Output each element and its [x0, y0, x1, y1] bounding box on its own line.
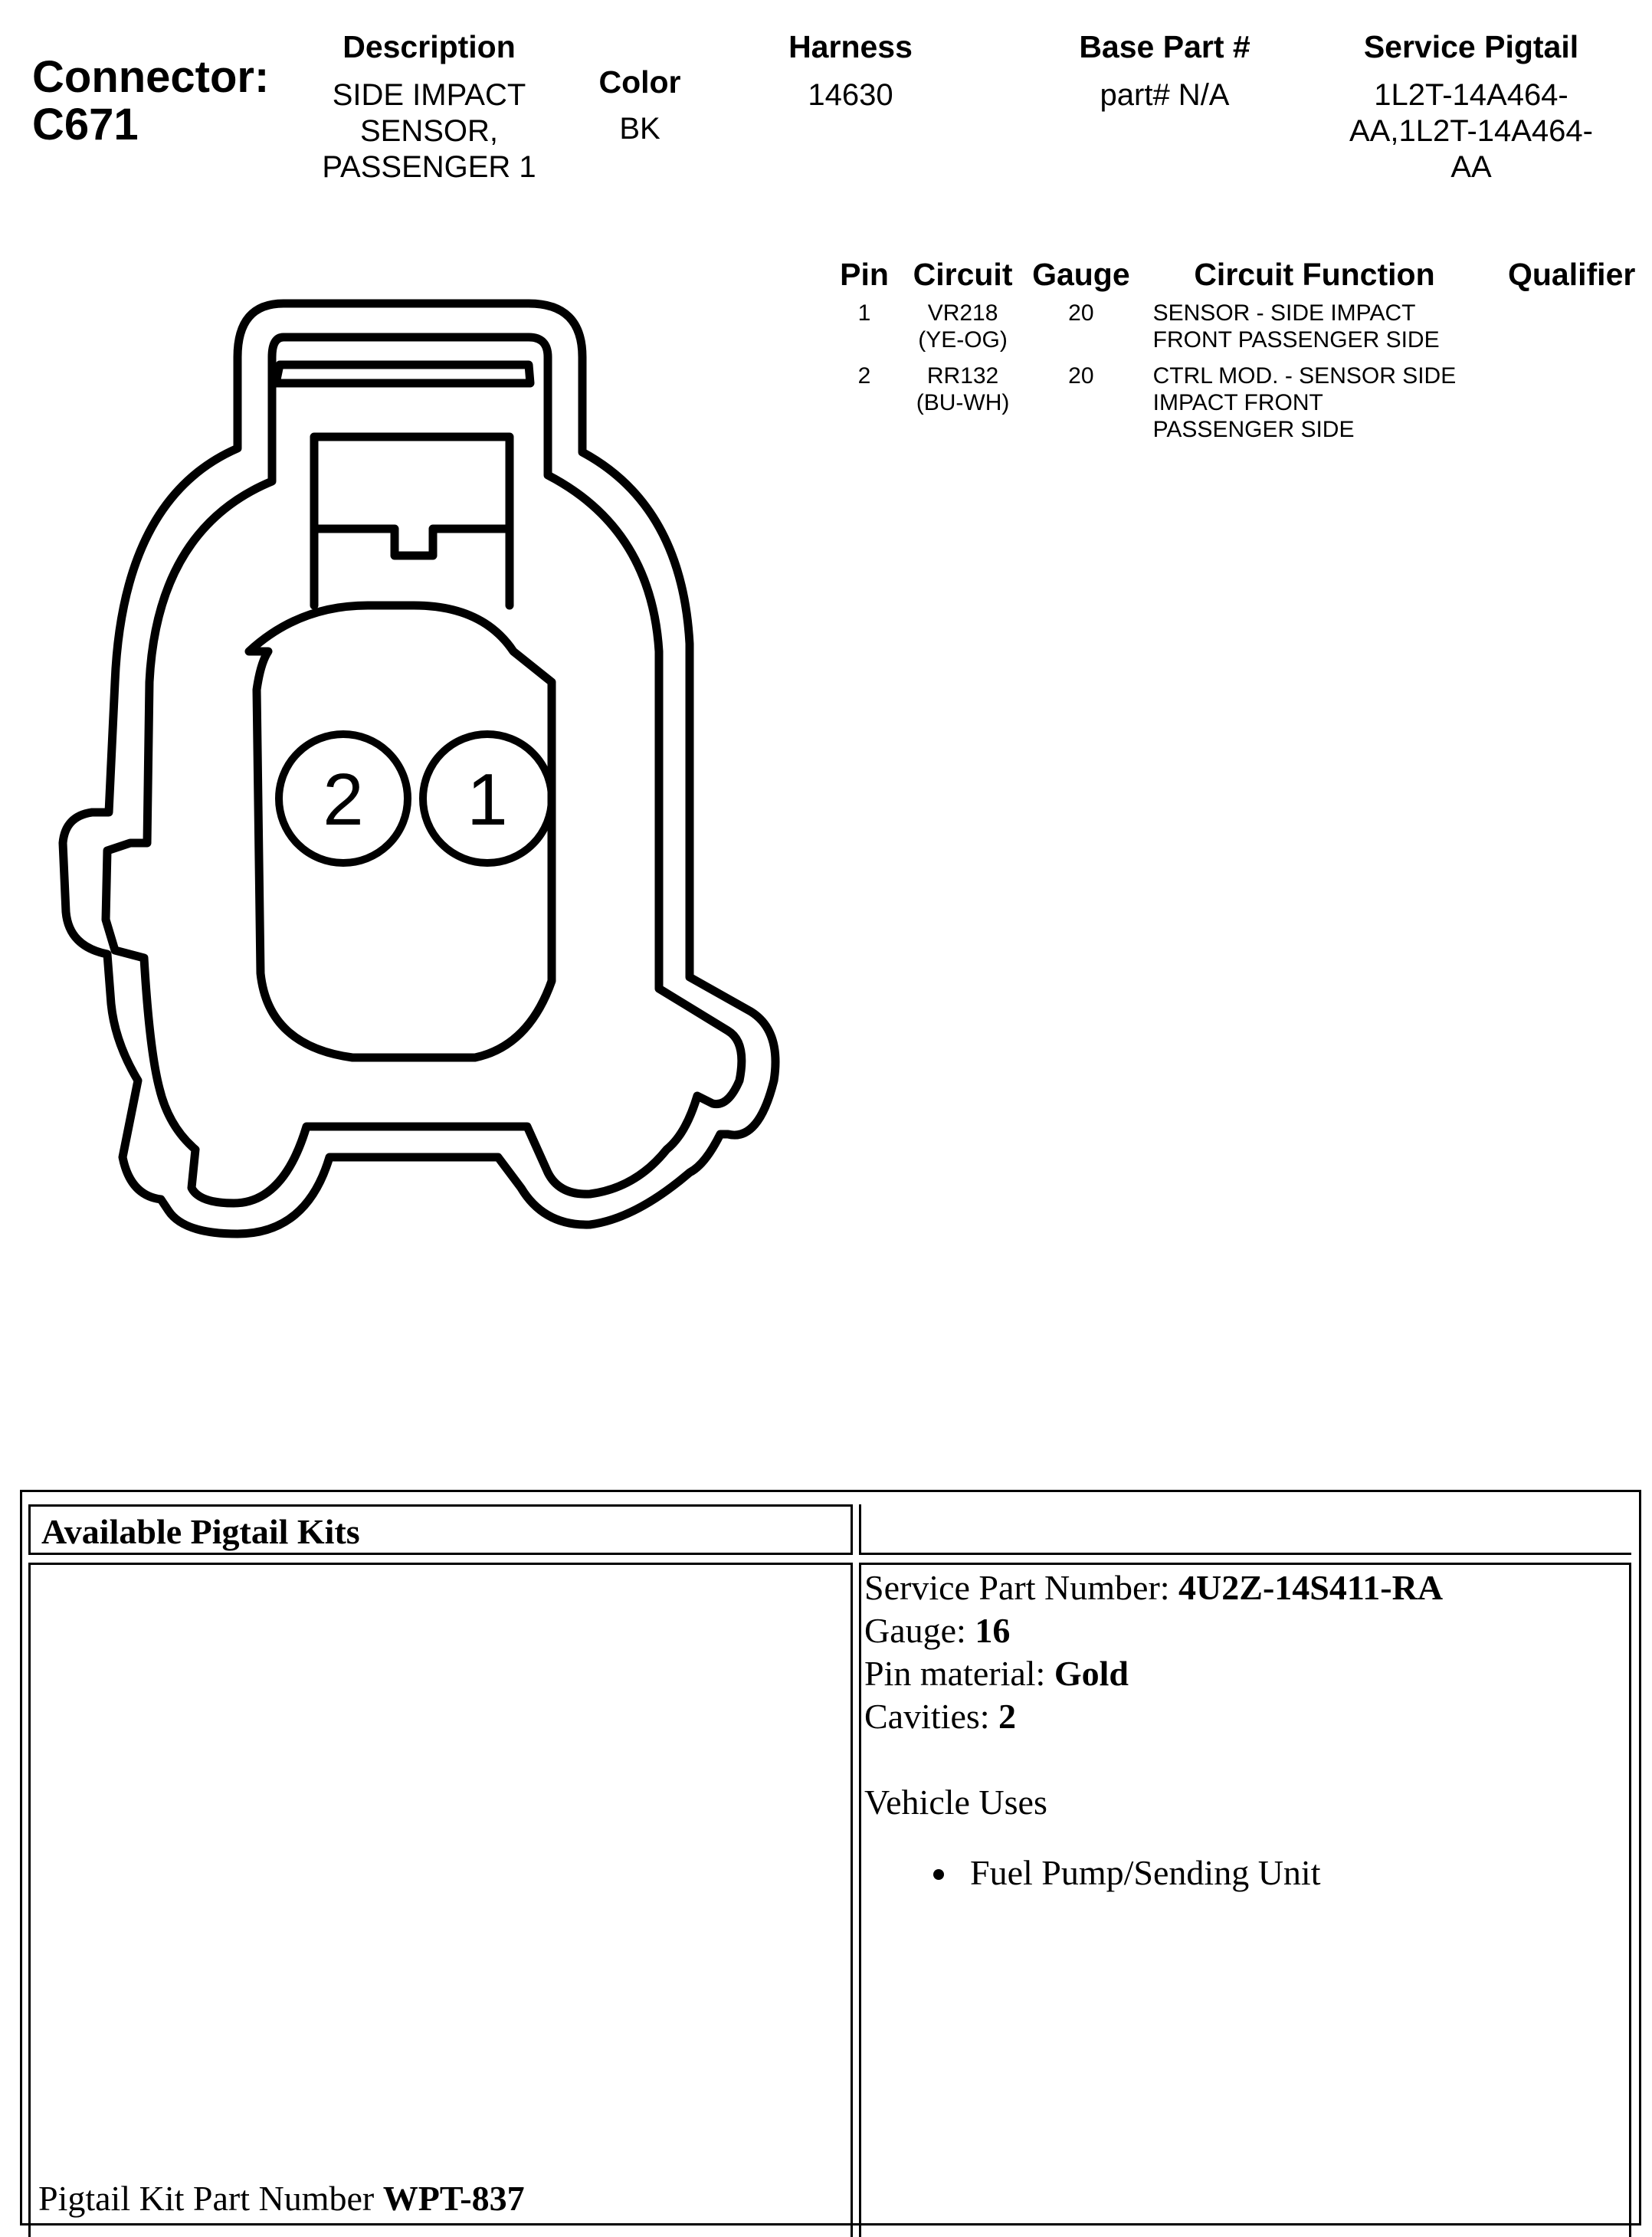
pigtail-kits-title-spacer [859, 1504, 1631, 1555]
service-part-number-label: Service Part Number: [864, 1568, 1179, 1607]
pigtail-kits-title-cell [28, 1504, 853, 1555]
circuit-id: VR218 [927, 300, 998, 326]
col-header-qualifier: Qualifier [1508, 257, 1636, 292]
description-line: PASSENGER 1 [322, 150, 536, 184]
cavity-2-label: 2 [323, 759, 364, 841]
qualifier-cell [1491, 362, 1652, 452]
cavities-label: Cavities: [864, 1697, 999, 1736]
service-part-number-value: 4U2Z-14S411-RA [1178, 1568, 1444, 1607]
table-row [828, 300, 1652, 362]
color-label: Color [598, 64, 681, 100]
housing-outer-outline [63, 303, 775, 1234]
description-line: SENSOR, [359, 114, 499, 148]
latch-outline [276, 365, 530, 383]
pigtail-kit-image-cell [28, 1563, 853, 2237]
connector-title [32, 54, 269, 149]
color-column [567, 64, 713, 147]
circuit-color: (YE-OG) [918, 327, 1008, 353]
gauge-cell: 20 [1068, 363, 1094, 389]
kit-gauge [864, 1609, 1443, 1652]
pin-material-label: Pin material: [864, 1654, 1054, 1693]
gauge-cell: 20 [1068, 300, 1094, 326]
description-label: Description [343, 29, 516, 64]
service-pigtail-line: 1L2T-14A464- [1374, 78, 1568, 112]
color-value: BK [619, 112, 660, 146]
pin-material [864, 1652, 1443, 1695]
service-pigtail-column [1310, 29, 1632, 185]
description-line: SIDE IMPACT [332, 78, 526, 112]
pigtail-kits-section [20, 1490, 1641, 2226]
col-header-circuit: Circuit [913, 257, 1013, 292]
cavities-value: 2 [998, 1697, 1017, 1736]
base-part-value: part# N/A [1100, 78, 1230, 112]
qualifier-cell [1491, 300, 1652, 362]
harness-label: Harness [788, 29, 913, 64]
vehicle-uses-list [864, 1852, 1443, 1894]
cavity-1 [423, 734, 552, 863]
circuit-cell [901, 362, 1024, 452]
vehicle-uses-heading: Vehicle Uses [864, 1783, 1047, 1822]
pigtail-kits-title: Available Pigtail Kits [41, 1512, 360, 1551]
circuit-color: (BU-WH) [916, 390, 1010, 415]
service-part-number [864, 1566, 1443, 1609]
service-pigtail-label: Service Pigtail [1363, 29, 1579, 64]
function-line: PASSENGER SIDE [1152, 417, 1355, 442]
col-header-gauge: Gauge [1032, 257, 1130, 292]
service-pigtail-line: AA,1L2T-14A464- [1349, 114, 1593, 148]
circuit-cell [901, 300, 1024, 362]
col-header-pin: Pin [840, 257, 889, 292]
pin-cell: 2 [857, 363, 871, 389]
table-row [828, 362, 1652, 452]
harness-value: 14630 [808, 78, 893, 112]
function-line: CTRL MOD. - SENSOR SIDE [1152, 363, 1457, 389]
description-value [291, 77, 567, 185]
function-line: SENSOR - SIDE IMPACT [1152, 300, 1416, 326]
function-line: IMPACT FRONT [1152, 390, 1323, 415]
function-line: FRONT PASSENGER SIDE [1152, 327, 1440, 353]
pin-table-header [828, 257, 1652, 300]
base-part-label: Base Part # [1079, 29, 1250, 64]
harness-column [736, 29, 965, 113]
pin-material-value: Gold [1054, 1654, 1129, 1693]
kit-part-number-value: WPT-837 [382, 2179, 525, 2218]
cavity-2 [279, 734, 408, 863]
description-column [291, 29, 567, 185]
latch-frame [314, 437, 510, 605]
col-header-circuit-function: Circuit Function [1194, 257, 1435, 292]
pin-table [828, 257, 1652, 452]
cavities [864, 1695, 1443, 1738]
pigtail-kit-details-cell [859, 1563, 1631, 2237]
function-cell [1138, 300, 1492, 362]
connector-id: C671 [32, 100, 139, 149]
connector-face-diagram [54, 284, 789, 1264]
kit-gauge-value: 16 [975, 1611, 1011, 1650]
kit-part-number-label: Pigtail Kit Part Number [38, 2179, 383, 2218]
connector-label: Connector: [32, 52, 270, 102]
base-part-column [1042, 29, 1287, 113]
kit-part-number [38, 2178, 525, 2219]
list-item: • Fuel Pump/Sending Unit [959, 1852, 1443, 1894]
kit-gauge-label: Gauge: [864, 1611, 975, 1650]
pin-cell: 1 [857, 300, 871, 326]
service-pigtail-value [1310, 77, 1632, 185]
kit-details [864, 1566, 1443, 1894]
circuit-id: RR132 [926, 363, 999, 389]
cavity-1-label: 1 [467, 759, 508, 841]
latch-notch [318, 529, 506, 556]
function-cell [1138, 362, 1492, 452]
service-pigtail-line: AA [1450, 150, 1492, 184]
